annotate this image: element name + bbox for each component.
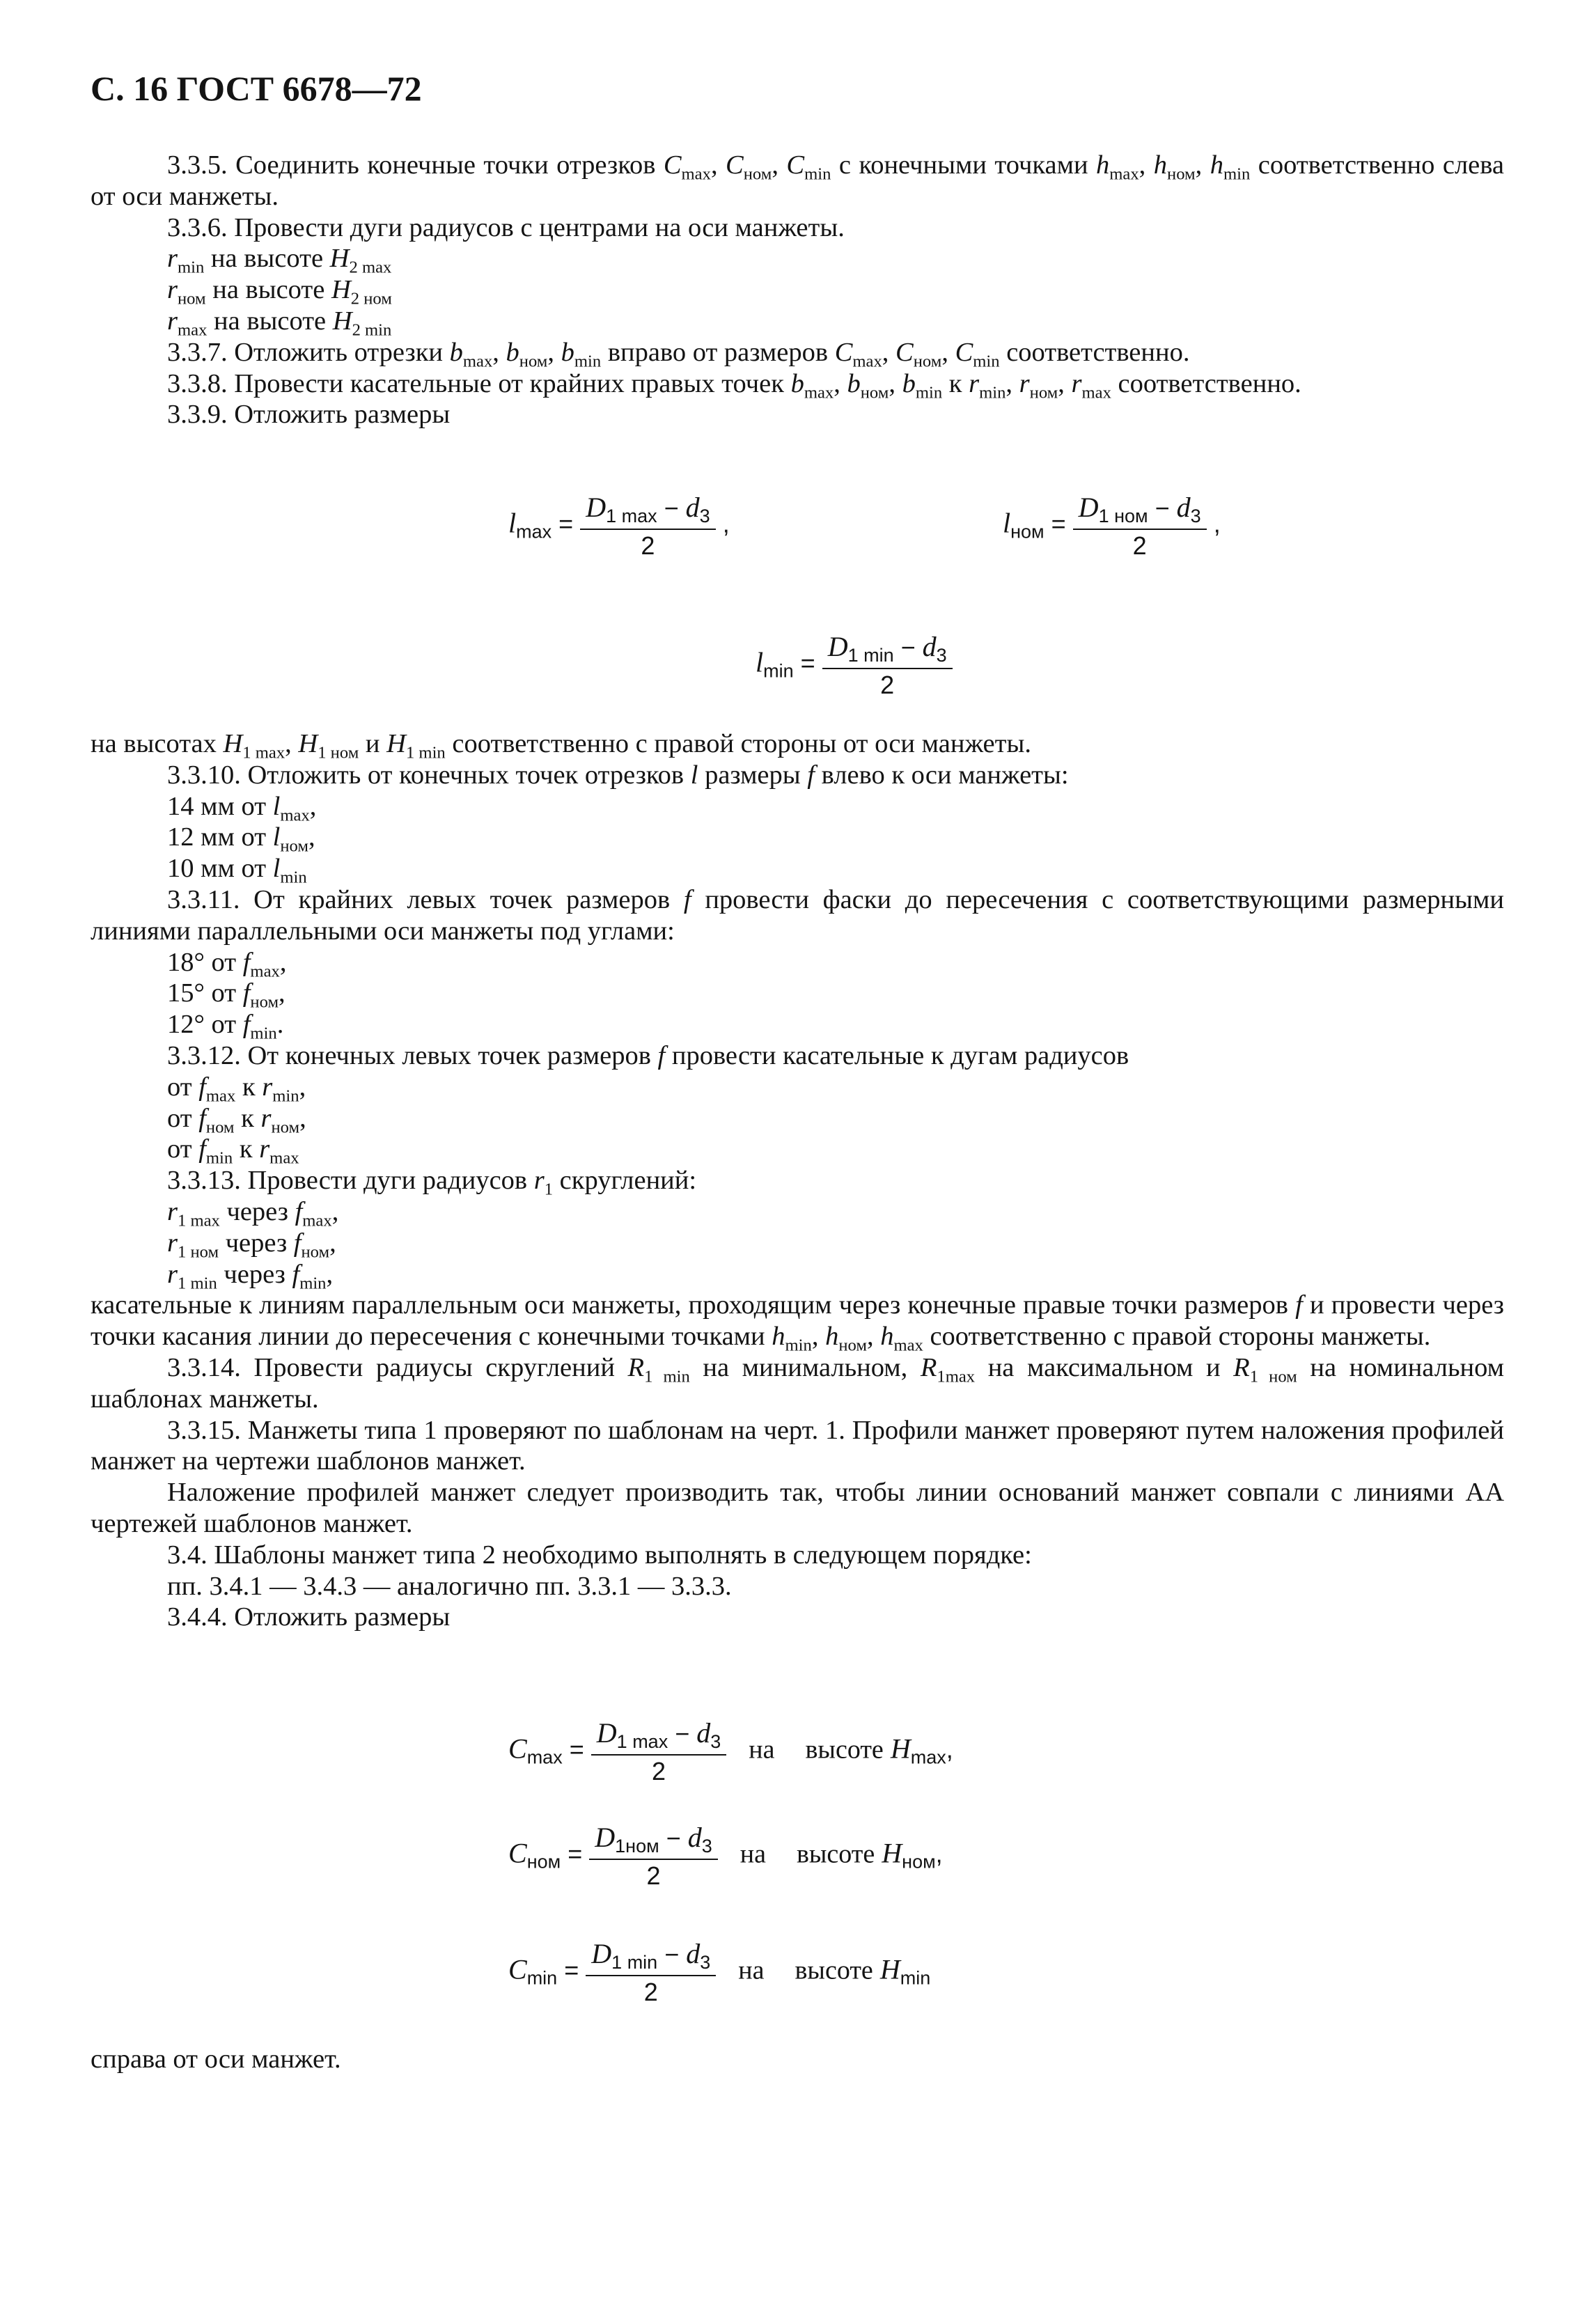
paragraph-3-3-10: 3.3.10. Отложить от конечных точек отрезков l размеры f влево к оси манжеты:	[167, 760, 1069, 790]
paragraph-3-4: 3.4. Шаблоны манжет типа 2 необходимо выполнять в следующем порядке:	[167, 1540, 1032, 1570]
list-item: от $f_{max}$ к $r_{min}$,	[167, 1072, 306, 1106]
list-item: 18° от $f_{max}$,	[167, 947, 287, 981]
paragraph-3-3-13-tail: касательные к линиям параллельным оси манжеты, проходящим через конечные правые точки размеров f и провести через точки касания линии до пересечения с конечными точками $h_{min}$, $h_{ном}$, $h_{max}$ соответственно с правой стороны манжеты.	[91, 1290, 1504, 1355]
paragraph-3-3-5: 3.3.5. Соединить конечные точки отрезков $C_{max}$, $C_{ном}$, $C_{min}$ с конечными точками $h_{max}$, $h_{ном}$, $h_{min}$ соответственно слева от оси манжеты.	[91, 150, 1505, 211]
formula-l-max: $l_{max}$ = $\frac{D_{1 max} - d_3}{2}$ ,	[508, 492, 730, 561]
body-text-3	[91, 2044, 1504, 2075]
page-header: С. 16 ГОСТ 6678—72	[91, 69, 422, 108]
list-item: 12° от $f_{min}$.	[167, 1010, 284, 1043]
body-text	[91, 150, 1504, 430]
formula-c-max: $C_{max}$ = $\frac{D_{1 max} - d_3}{2}$ на высоте $H_{max}$,	[508, 1717, 953, 1786]
list-item: $r_{1 ном}$ через $f_{ном}$,	[167, 1228, 336, 1262]
list-item: от $f_{min}$ к $r_{max}$	[167, 1134, 299, 1168]
paragraph-overlay: Наложение профилей манжет следует производить так, чтобы линии оснований манжет совпали с линиями АА чертежей шаблонов манжет.	[91, 1478, 1504, 1538]
paragraph-3-4-pp: пп. 3.4.1 — 3.4.3 — аналогично пп. 3.3.1 — 3.3.3.	[167, 1571, 732, 1601]
list-item: $r_{min}$ на высоте $H_{2 max}$	[167, 244, 392, 277]
list-item: $r_{1 min}$ через $f_{min}$,	[167, 1259, 334, 1293]
paragraph-3-3-14: 3.3.14. Провести радиусы скруглений $R_{1 min}$ на минимальном, $R_{1max}$ на максимальном и $R_{1 ном}$ на номинальном шаблонах манжеты.	[91, 1352, 1504, 1414]
list-item: $r_{1 max}$ через $f_{max}$,	[167, 1196, 339, 1230]
list-item: 14 мм от $l_{max}$,	[167, 791, 317, 825]
list-item: от $f_{ном}$ к $r_{ном}$,	[167, 1103, 306, 1137]
formula-c-min: $C_{min}$ = $\frac{D_{1 min} - d_3}{2}$ на высоте $H_{min}$	[508, 1938, 931, 2007]
paragraph-3-3-8: 3.3.8. Провести касательные от крайних правых точек $b_{max}$, $b_{ном}$, $b_{min}$ к $r_{min}$, $r_{ном}$, $r_{max}$ соответственно.	[167, 368, 1301, 402]
list-item: 12 мм от $l_{ном}$,	[167, 822, 315, 856]
formula-l-min: $l_{min}$ = $\frac{D_{1 min} - d_3}{2}$	[756, 630, 953, 700]
paragraph-3-3-7: 3.3.7. Отложить отрезки $b_{max}$, $b_{ном}$, $b_{min}$ вправо от размеров $C_{max}$, $C_{ном}$, $C_{min}$ соответственно.	[167, 337, 1190, 371]
list-item: $r_{max}$ на высоте $H_{2 min}$	[167, 306, 392, 340]
body-text-2	[91, 728, 1504, 1633]
formula-c-nom: $C_{ном}$ = $\frac{D_{1ном} - d_3}{2}$ на высоте $H_{ном}$,	[508, 1822, 943, 1891]
paragraph-3-3-12: 3.3.12. От конечных левых точек размеров f провести касательные к дугам радиусов	[167, 1040, 1129, 1070]
paragraph-heights: на высотах $H_{1 max}$, $H_{1 ном}$ и $H_{1 min}$ соответственно с правой стороны от оси манжеты.	[91, 729, 1031, 763]
list-item: 15° от $f_{ном}$,	[167, 978, 285, 1012]
paragraph-3-3-15: 3.3.15. Манжеты типа 1 проверяют по шаблонам на черт. 1. Профили манжет проверяют путем наложения профилей манжет на чертежи шаблонов манжет.	[91, 1415, 1504, 1476]
list-item: $r_{ном}$ на высоте $H_{2 ном}$	[167, 275, 392, 308]
paragraph-3-3-6: 3.3.6. Провести дуги радиусов с центрами на оси манжеты.	[167, 212, 845, 242]
paragraph-right: справа от оси манжет.	[91, 2045, 341, 2074]
paragraph-3-3-13: 3.3.13. Провести дуги радиусов $r_1$ скруглений:	[167, 1166, 697, 1199]
paragraph-3-4-4: 3.4.4. Отложить размеры	[167, 1602, 451, 1632]
list-item: 10 мм от $l_{min}$	[167, 854, 307, 887]
formula-l-nom: $l_{ном}$ = $\frac{D_{1 ном} - d_3}{2}$ ,	[1003, 492, 1221, 561]
paragraph-3-3-9: 3.3.9. Отложить размеры	[167, 400, 451, 430]
paragraph-3-3-11: 3.3.11. От крайних левых точек размеров f провести фаски до пересечения с соответствующими размерными линиями параллельными оси манжеты под углами:	[91, 884, 1504, 946]
